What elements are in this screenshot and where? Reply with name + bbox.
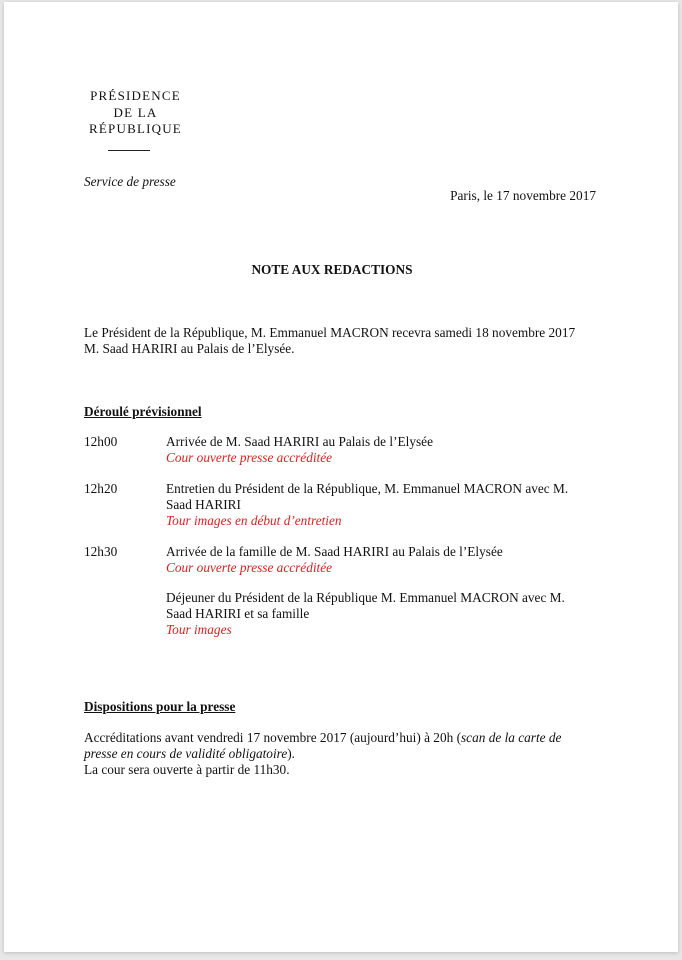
intro-line-2: M. Saad HARIRI au Palais de l’Elysée. (84, 341, 295, 356)
schedule-entry-text: Arrivée de la famille de M. Saad HARIRI au Palais de l’Elysée (166, 544, 503, 559)
intro-line-1: Le Président de la République, M. Emmanuel MACRON recevra samedi 18 novembre 2017 (84, 325, 576, 340)
letterhead (84, 88, 187, 138)
schedule-entry-text: Saad HARIRI (166, 497, 241, 512)
schedule-entry (166, 590, 586, 638)
schedule-entry-note: Cour ouverte presse accréditée (166, 450, 333, 465)
schedule-entry-text: Entretien du Président de la République, M. Emmanuel MACRON avec M. (166, 481, 569, 496)
schedule-entry-text: Saad HARIRI et sa famille (166, 606, 310, 621)
schedule-entry-text: Arrivée de M. Saad HARIRI au Palais de l’Elysée (166, 434, 433, 449)
press-line-2-italic: presse en cours de validité obligatoire (84, 746, 288, 761)
press-line-1-italic: scan de la carte de (461, 730, 562, 745)
document-page (4, 2, 678, 952)
letterhead-divider (108, 150, 150, 151)
letterhead-line-2: DE LA (113, 104, 158, 120)
press-line-3: La cour sera ouverte à partir de 11h30. (84, 762, 290, 777)
schedule-entry (166, 434, 586, 466)
schedule-time: 12h20 (84, 481, 118, 496)
press-heading: Dispositions pour la presse (84, 699, 236, 714)
service-label: Service de presse (84, 174, 176, 189)
press-line-2 (84, 746, 564, 762)
letterhead-line-3: RÉPUBLIQUE (89, 121, 182, 136)
schedule-time: 12h00 (84, 434, 118, 449)
press-line-1-text: Accréditations avant vendredi 17 novembre 2017 (aujourd’hui) à 20h ( (84, 730, 461, 745)
press-paragraph (84, 730, 564, 778)
schedule-entry-text: Déjeuner du Président de la République M. Emmanuel MACRON avec M. (166, 590, 565, 605)
schedule-entry-note: Tour images (166, 622, 232, 637)
letterhead-line-1: PRÉSIDENCE (90, 88, 181, 103)
schedule-entry (166, 481, 586, 529)
schedule-time: 12h30 (84, 544, 118, 559)
document-title: NOTE AUX REDACTIONS (251, 262, 413, 277)
press-line-1 (84, 730, 564, 746)
schedule-entry (166, 544, 586, 576)
press-line-2-text: ). (287, 746, 295, 761)
intro-paragraph (84, 325, 604, 357)
schedule-entry-note: Tour images en début d’entretien (166, 513, 342, 528)
document-date: Paris, le 17 novembre 2017 (450, 188, 596, 203)
schedule-heading: Déroulé prévisionnel (84, 404, 202, 419)
schedule-entry-note: Cour ouverte presse accréditée (166, 560, 333, 575)
